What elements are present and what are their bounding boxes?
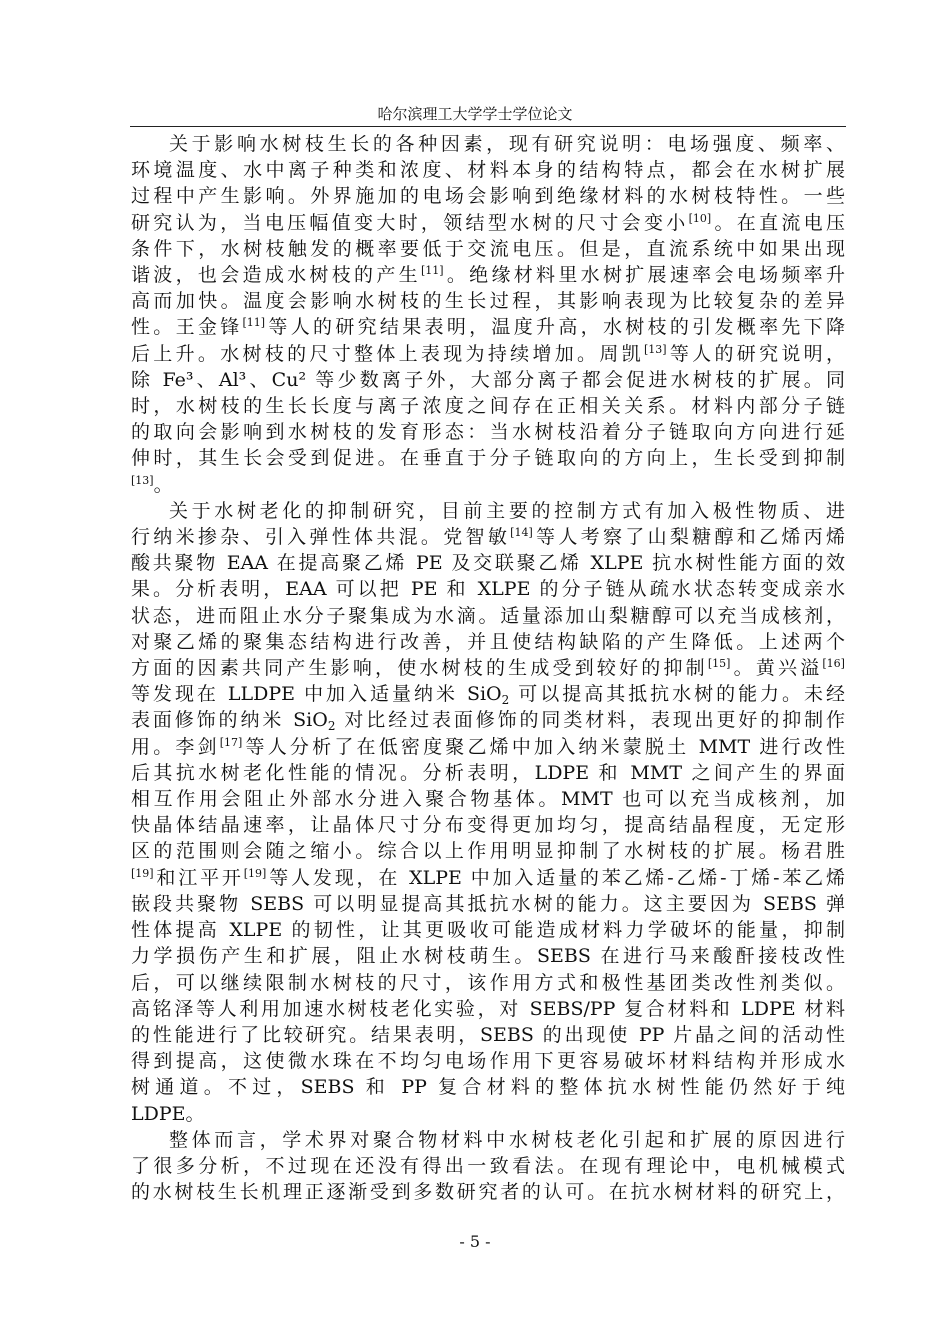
- text-segment: 研究认为，当电压幅值变大时，领结型水树的尺寸会变小: [131, 211, 689, 234]
- text-line: 的取向会影响到水树枝的发育形态：当水树枝沿着分子链取向方向进行延: [131, 421, 845, 444]
- text-segment: 性。王金锋: [131, 316, 243, 339]
- text-line: 条件下，水树枝触发的概率要低于交流电压。但是，直流系统中如果出现: [131, 237, 845, 260]
- citation-ref: [19]: [243, 866, 267, 880]
- text-line: 后其抗水树老化性能的情况。分析表明，LDPE 和 MMT 之间产生的界面: [131, 761, 845, 784]
- citation-ref: [13]: [131, 473, 154, 487]
- text-line: 对聚乙烯的聚集态结构进行改善，并且使结构缺陷的产生降低。上述两个: [131, 630, 845, 653]
- text-segment: 等人的研究结果表明，温度升高，水树枝的引发概率先下降: [265, 316, 845, 339]
- text-line: 环境温度、水中离子种类和浓度、材料本身的结构特点，都会在水树扩展: [131, 159, 845, 182]
- text-segment: 。在直流电压: [711, 211, 845, 234]
- text-line: 树通道。不过，SEBS 和 PP 复合材料的整体抗水树性能仍然好于纯: [131, 1076, 845, 1099]
- text-line: [131, 524, 845, 550]
- citation-ref: [19]: [131, 866, 154, 880]
- text-line: 相互作用会阻止外部水分进入聚合物基体。MMT 也可以充当成核剂，加: [131, 788, 845, 811]
- text-segment: 等人发现，在 XLPE 中加入适量的苯乙烯-乙烯-丁烯-苯乙烯: [266, 866, 845, 889]
- citation-ref: [10]: [688, 211, 712, 225]
- text-line: 后，可以继续限制水树枝的尺寸，该作用方式和极性基团类改性剂类似。: [131, 971, 845, 994]
- text-line: 酸共聚物 EAA 在提高聚乙烯 PE 及交联聚乙烯 XLPE 抗水树性能方面的效: [131, 552, 845, 575]
- text-segment: 等人的研究说明，: [666, 342, 845, 365]
- citation-ref: [11]: [420, 264, 444, 278]
- text-line: 果。分析表明，EAA 可以把 PE 和 XLPE 的分子链从疏水状态转变成亲水: [131, 578, 845, 601]
- citation-ref: [16]: [822, 657, 845, 671]
- text-segment: 等发现在 LLDPE 中加入适量纳米 SiO: [131, 683, 502, 706]
- text-segment: 等人分析了在低密度聚乙烯中加入纳米蒙脱土 MMT 进行改性: [242, 735, 845, 758]
- text-segment: 用。李剑: [131, 735, 220, 758]
- text-line: 力学损伤产生和扩展，阻止水树枝萌生。SEBS 在进行马来酸酐接枝改性: [131, 945, 845, 968]
- text-line: 除 Fe³、Al³、Cu² 等少数离子外，大部分离子都会促进水树枝的扩展。同: [131, 368, 845, 391]
- text-line: 嵌段共聚物 SEBS 可以明显提高其抵抗水树的能力。这主要因为 SEBS 弹: [131, 892, 845, 915]
- page-number: - 5 -: [459, 1232, 491, 1251]
- paragraph-3: [131, 1127, 845, 1206]
- text-line: 整体而言，学术界对聚合物材料中水树枝老化引起和扩展的原因进行: [169, 1128, 845, 1151]
- text-line: [131, 314, 845, 340]
- paragraph-2: [131, 498, 845, 1127]
- text-line: [131, 262, 845, 288]
- text-line: 了很多分析，不过现在还没有得出一致看法。在现有理论中，电机械模式: [131, 1154, 845, 1177]
- text-segment: 后上升。水树枝的尺寸整体上表现为持续增加。周凯: [131, 342, 644, 365]
- text-line: 时，水树枝的生长长度与离子浓度之间存在正相关关系。材料内部分子链: [131, 395, 845, 418]
- text-line: 过程中产生影响。外界施加的电场会影响到绝缘材料的水树枝特性。一些: [131, 185, 845, 208]
- text-line: [131, 865, 845, 891]
- text-line: 区的范围则会随之缩小。综合以上作用明显抑制了水树枝的扩展。杨君胜: [131, 840, 845, 863]
- subscript: 2: [327, 719, 336, 734]
- text-line: 关于水树老化的抑制研究，目前主要的控制方式有加入极性物质、进: [169, 499, 845, 522]
- text-line: 伸时，其生长会受到促进。在垂直于分子链取向的方向上，生长受到抑制: [131, 447, 845, 470]
- paragraph-1: [131, 131, 845, 498]
- text-line: [131, 681, 845, 707]
- text-line: 高而加快。温度会影响水树枝的生长过程，其影响表现为比较复杂的差异: [131, 290, 845, 313]
- text-line: [131, 210, 845, 236]
- text-segment: 等人考察了山梨糖醇和乙烯丙烯: [532, 526, 845, 549]
- text-segment: 。绝缘材料里水树扩展速率会电场频率升: [443, 264, 845, 287]
- text-line: LDPE。: [131, 1102, 205, 1125]
- text-segment: 行纳米掺杂、引入弹性体共混。党智敏: [131, 526, 511, 549]
- text-line: 快晶体结晶速率，让晶体尺寸分布变得更加均匀，提高结晶程度，无定形: [131, 814, 845, 837]
- text-segment: 。黄兴溢: [730, 657, 823, 680]
- text-segment: 方面的因素共同产生影响，使水树枝的生成受到较好的抑制: [131, 657, 708, 680]
- text-line: 关于影响水树枝生长的各种因素，现有研究说明：电场强度、频率、: [169, 133, 845, 155]
- citation-ref: [14]: [510, 526, 533, 540]
- text-line: [131, 341, 845, 367]
- text-line: [131, 655, 845, 681]
- text-segment: 和江平开: [153, 866, 244, 889]
- text-line: 状态，进而阻止水分子聚集成为水滴。适量添加山梨糖醇可以充当成核剂，: [131, 604, 845, 627]
- page-header: 哈尔滨理工大学学士学位论文: [377, 105, 573, 123]
- citation-ref: [11]: [242, 316, 266, 330]
- citation-ref: [15]: [707, 657, 731, 671]
- text-segment: 谐波，也会造成水树枝的产生: [131, 264, 421, 287]
- text-line: 的性能进行了比较研究。结果表明，SEBS 的出现使 PP 片晶之间的活动性: [131, 1023, 845, 1046]
- text-line: 得到提高，这使微水珠在不均匀电场作用下更容易破坏材料结构并形成水: [131, 1050, 845, 1073]
- header-rule: [130, 126, 846, 127]
- citation-ref: [13]: [643, 342, 667, 356]
- text-line: 高铭泽等人利用加速水树枝老化实验，对 SEBS/PP 复合材料和 LDPE 材料: [131, 997, 845, 1020]
- text-segment: 对比经过表面修饰的同类材料，表现出更好的抑制作: [335, 709, 845, 732]
- citation-ref: [17]: [219, 735, 243, 749]
- text-line: 的水树枝生长机理正逐渐受到多数研究者的认可。在抗水树材料的研究上，: [131, 1181, 845, 1204]
- subscript: 2: [501, 693, 510, 708]
- text-line: [131, 707, 845, 733]
- document-body: [131, 131, 845, 1205]
- text-line: [131, 472, 845, 498]
- text-line: 性体提高 XLPE 的韧性，让其更吸收可能造成材料力学破坏的能量，抑制: [131, 919, 845, 942]
- text-segment: 表面修饰的纳米 SiO: [131, 709, 328, 732]
- text-line: [131, 734, 845, 760]
- text-segment: 。: [153, 473, 173, 496]
- text-segment: 可以提高其抵抗水树的能力。未经: [509, 683, 845, 706]
